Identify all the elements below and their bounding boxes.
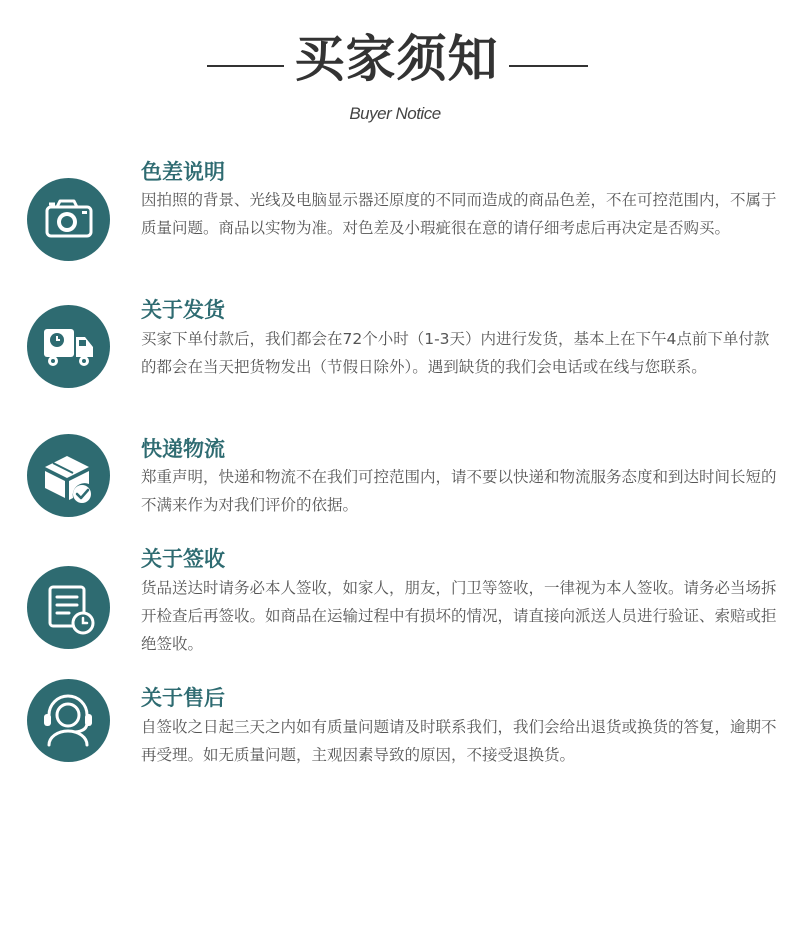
page-subtitle: Buyer Notice: [349, 104, 441, 123]
header-divider-left: [207, 65, 284, 67]
section-title: 关于签收: [141, 547, 225, 571]
package-box-icon: [27, 434, 110, 517]
section-title: 关于发货: [141, 298, 225, 322]
section-body: 郑重声明，快递和物流不在我们可控范围内，请不要以快递和物流服务态度和到达时间长短的不满来作为对我们评价的依据。: [141, 468, 777, 514]
camera-icon: [27, 178, 110, 261]
headset-agent-icon: [27, 679, 110, 762]
section-body: 自签收之日起三天之内如有质量问题请及时联系我们，我们会给出退货或换货的答复，逾期不再受理。如无质量问题，主观因素导致的原因，不接受退换货。: [141, 718, 777, 764]
delivery-truck-icon: [27, 305, 110, 388]
section-title: 色差说明: [141, 160, 225, 184]
document-clock-icon: [27, 566, 110, 649]
header-divider-right: [509, 65, 588, 67]
section-body: 因拍照的背景、光线及电脑显示器还原度的不同而造成的商品色差，不在可控范围内，不属于质量问题。商品以实物为准。对色差及小瑕疵很在意的请仔细考虑后再决定是否购买。: [141, 191, 777, 237]
section-title: 快递物流: [141, 437, 225, 461]
section-body: 买家下单付款后，我们都会在72个小时（1-3天）内进行发货，基本上在下午4点前下单付款的都会在当天把货物发出（节假日除外）。遇到缺货的我们会电话或在线与您联系。: [141, 330, 770, 376]
section-body: 货品送达时请务必本人签收，如家人，朋友，门卫等签收，一律视为本人签收。请务必当场拆开检查后再签收。如商品在运输过程中有损坏的情况，请直接向派送人员进行验证、索赔或拒绝签收。: [141, 579, 777, 653]
page-title: 买家须知: [294, 30, 499, 88]
section-title: 关于售后: [141, 686, 225, 710]
page-header: [0, 0, 790, 140]
